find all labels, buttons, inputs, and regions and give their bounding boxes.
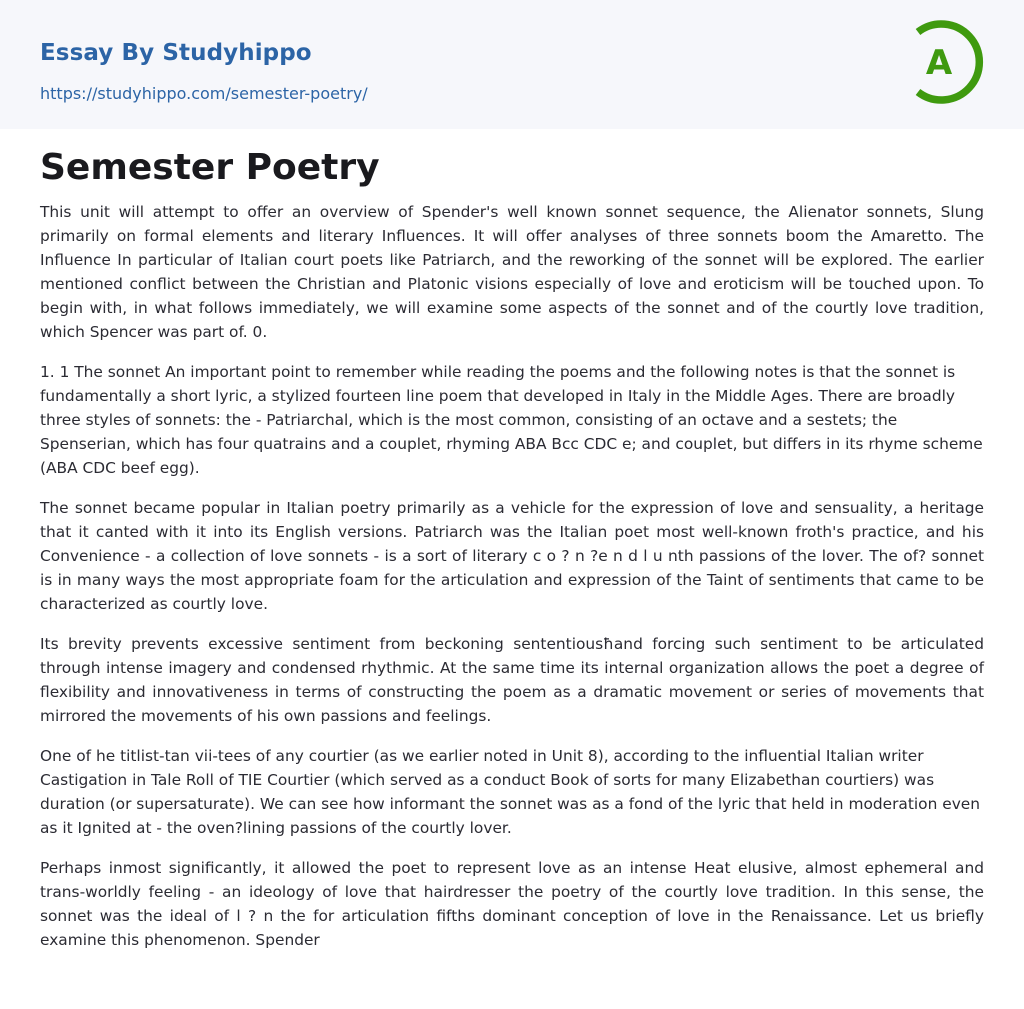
logo-a-circle-icon [912, 20, 986, 104]
paragraph-6: Perhaps inmost significantly, it allowed the poet to represent love as an intense Heat elusive, almost ephemeral and trans-worldly feeling - an ideology of love that hairdresser the poetry of the courtly love tradition. In this sense, the sonnet was the ideal of l ? n the for articulation fifths dominant conception of love in the Renaissance. Let us briefly examine this phenomenon. Spender [40, 859, 984, 949]
paragraph-2: 1. 1 The sonnet An important point to remember while reading the poems and the following notes is that the sonnet is fundamentally a short lyric, a stylized fourteen line poem that developed in Italy in the Middle Ages. There are broadly three styles of sonnets: the - Patriarchal, which is the most common, consisting of an octave and a sestets; the Spenserian, which has four quatrains and a couplet, rhyming ABA Bcc CDC e; and couplet, but differs in its rhyme scheme (ABA CDC beef egg). [40, 363, 983, 477]
paragraph-4: Its brevity prevents excessive sentiment from beckoning sententiousħand forcing such sentiment to be articulated through intense imagery and condensed rhythmic. At the same time its internal organization allows the poet a degree of flexibility and innovativeness in terms of constructing the poem as a dramatic movement or series of movements that mirrored the movements of his own passions and feelings. [40, 635, 984, 725]
site-title: Essay By Studyhippo [40, 40, 312, 66]
essay-url-link[interactable]: https://studyhippo.com/semester-poetry/ [40, 84, 368, 103]
paragraph-5: One of he titlist-tan vii-tees of any courtier (as we earlier noted in Unit 8), according to the influential Italian writer Castigation in Tale Roll of TIE Courtier (which served as a conduct Book of sorts for many Elizabethan courtiers) was duration (or supersaturate). We can see how informant the sonnet was as a fond of the lyric that held in moderation even as it Ignited at - the oven?lining passions of the courtly lover. [40, 747, 981, 837]
studyhippo-logo[interactable] [912, 20, 986, 104]
svg-text:A: A [925, 43, 953, 83]
page-title: Semester Poetry [40, 147, 380, 188]
article-body [40, 200, 984, 968]
paragraph-1: This unit will attempt to offer an overview of Spender's well known sonnet sequence, the Alienator sonnets, Slung primarily on formal elements and literary Influences. It will offer analyses of three sonnets boom the Amaretto. The Influence In particular of Italian court poets like Patriarch, and the reworking of the sonnet will be explored. The earlier mentioned conflict between the Christian and Platonic visions especially of love and eroticism will be touched upon. To begin with, in what follows immediately, we will examine some aspects of the sonnet and of the courtly love tradition, which Spencer was part of. 0. [40, 203, 984, 341]
paragraph-3: The sonnet became popular in Italian poetry primarily as a vehicle for the expression of love and sensuality, a heritage that it canted with it into its English versions. Patriarch was the Italian poet most well-known froth's practice, and his Convenience - a collection of love sonnets - is a sort of literary c o ? n ?e n d l u nth passions of the lover. The of? sonnet is in many ways the most appropriate foam for the articulation and expression of the Taint of sentiments that came to be characterized as courtly love. [40, 499, 984, 613]
